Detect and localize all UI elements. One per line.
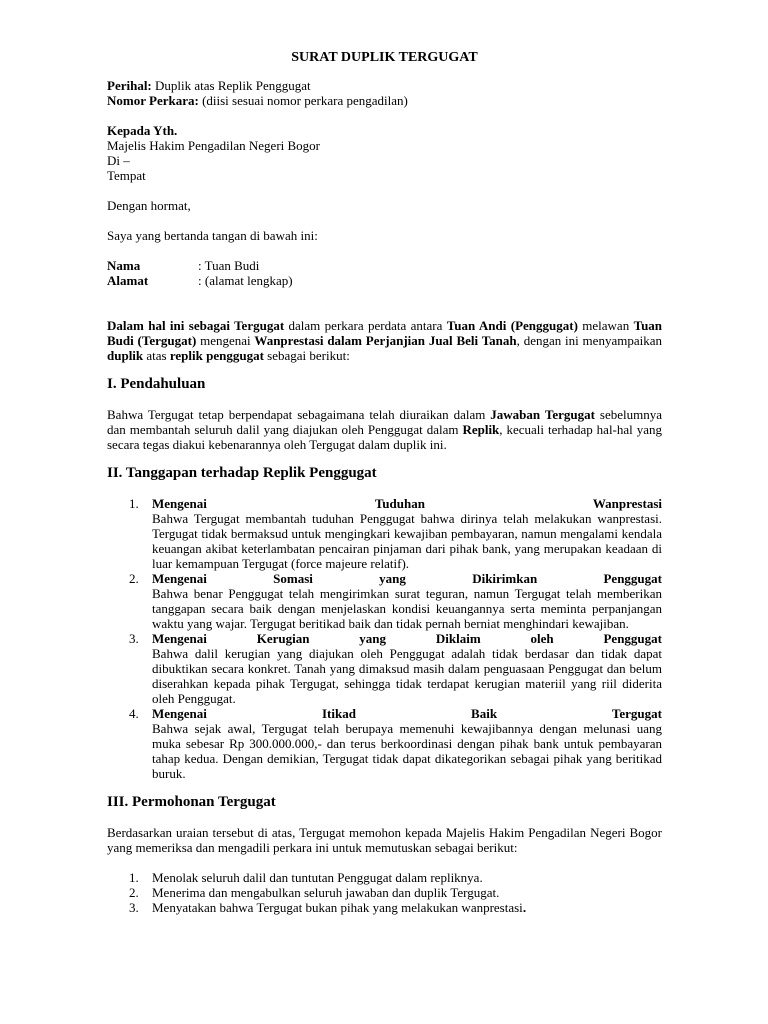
alamat-label: Alamat — [107, 273, 149, 288]
nama-label: Nama — [107, 258, 141, 273]
list-item — [107, 870, 662, 885]
perihal-label: Perihal: — [107, 78, 152, 93]
item-text: Menerima dan mengabulkan seluruh jawaban dan duplik Tergugat. — [152, 885, 500, 900]
pembuka-bold-3: Tuan Andi (Penggugat) — [446, 318, 578, 333]
document-page — [107, 50, 662, 915]
kepada-line-1: Majelis Hakim Pengadilan Negeri Bogor — [107, 138, 321, 153]
item-number: 4. — [129, 706, 139, 721]
item-title: Mengenai Somasi yang Dikirimkan Penggugat — [152, 571, 662, 586]
section-3-paragraph: Berdasarkan uraian tersebut di atas, Tergugat memohon kepada Majelis Hakim Pengadilan Negeri Bogor yang memeriksa dan mengadili perkara ini untuk memutuskan sebagai berikut: — [107, 825, 662, 855]
pembuka-text-12: sebagai berikut: — [263, 348, 350, 363]
item-text: Menyatakan bahwa Tergugat bukan pihak yang melakukan wanprestasi — [152, 900, 523, 915]
nomor-perkara-line — [107, 93, 662, 108]
pembuka-text-6: mengenai — [196, 333, 255, 348]
alamat-value: : (alamat lengkap) — [198, 273, 293, 288]
kepada-line-3: Tempat — [107, 168, 146, 183]
pembuka-bold-11: replik penggugat — [169, 348, 264, 363]
nomor-perkara-value: (diisi sesuai nomor perkara pengadilan) — [202, 93, 408, 108]
item-body: Bahwa Tergugat membantah tuduhan Penggugat bahwa dirinya telah melakukan wanprestasi. Tergugat tidak bermaksud untuk mengingkari kewajiban pembayaran, namun mengalami kendala keuangan akibat keterlambatan pencairan pinjaman dari pihak bank, yang merupakan keadaan di luar kemampuan Tergugat (force majeure relatif). — [152, 511, 662, 571]
item-title: Mengenai Tuduhan Wanprestasi — [152, 496, 662, 511]
pembuka-bold-1: Dalam hal ini sebagai Tergugat — [107, 318, 285, 333]
pembuka-text-10: atas — [143, 348, 170, 363]
pembuka-text-4: melawan — [577, 318, 634, 333]
s1-text-3: sebelumnya dan membantah seluruh dalil yang diajukan oleh Penggugat dalam — [107, 407, 662, 437]
item-title: Mengenai Itikad Baik Tergugat — [152, 706, 662, 721]
section-1-paragraph — [107, 407, 662, 452]
identitas-alamat — [107, 273, 662, 288]
s1-bold-4: Replik — [462, 422, 500, 437]
tanggapan-list — [107, 496, 662, 781]
pembuka-bold-7: Wanprestasi dalam Perjanjian Jual Beli Tanah — [254, 333, 517, 348]
nama-value: : Tuan Budi — [198, 258, 260, 273]
pembuka-paragraph — [107, 318, 662, 363]
kepada-line-2: Di – — [107, 153, 130, 168]
s1-bold-2: Jawaban Tergugat — [490, 407, 595, 422]
permohonan-list — [107, 870, 662, 915]
item-body: Bahwa dalil kerugian yang diajukan oleh Penggugat adalah tidak berdasar dan tidak dapat dibuktikan secara konkret. Tanah yang dimaksud masih dalam penguasaan Penggugat dan belum diserahkan kepada pihak Tergugat, sehingga tidak terdapat kerugian materiil yang riil diderita oleh Penggugat. — [152, 646, 662, 706]
item-body: Bahwa sejak awal, Tergugat telah berupaya memenuhi kewajibannya dengan melunasi uang muka sebesar Rp 300.000.000,- dan terus berkoordinasi dengan pihak bank untuk pembayaran tahap kedua. Dengan demikian, Tergugat tidak dapat dikategorikan sebagai pihak yang beritikad buruk. — [152, 721, 662, 781]
list-item — [107, 885, 662, 900]
pembuka-bold-9: duplik — [107, 348, 144, 363]
list-item — [107, 631, 662, 706]
item-number: 1. — [129, 870, 139, 885]
pembuka-bold-5: Tuan Budi (Tergugat) — [107, 318, 663, 348]
list-item — [107, 571, 662, 631]
perihal-line — [107, 78, 662, 93]
item-number: 2. — [129, 571, 139, 586]
item-body: Bahwa benar Penggugat telah mengirimkan surat teguran, namun Tergugat telah memberikan tanggapan secara baik dengan menjelaskan kondisi keuangannya serta meminta perpanjangan waktu yang wajar. Tergugat beritikad baik dan tidak pernah berniat menghindari kewajiban. — [152, 586, 662, 631]
item-end: . — [522, 900, 527, 915]
pembuka-text-2: dalam perkara perdata antara — [284, 318, 447, 333]
nomor-perkara-label: Nomor Perkara: — [107, 93, 199, 108]
pembuka-text-8: , dengan ini menyampaikan — [516, 333, 662, 348]
section-1-heading: I. Pendahuluan — [107, 376, 206, 392]
perihal-value: Duplik atas Replik Penggugat — [155, 78, 311, 93]
intro-text: Saya yang bertanda tangan di bawah ini: — [107, 228, 318, 243]
list-item — [107, 706, 662, 781]
item-number: 3. — [129, 900, 139, 915]
document-title: SURAT DUPLIK TERGUGAT — [291, 50, 478, 65]
list-item — [107, 900, 662, 915]
item-number: 1. — [129, 496, 139, 511]
identitas-nama — [107, 258, 662, 273]
item-number: 3. — [129, 631, 139, 646]
list-item — [107, 496, 662, 571]
item-text: Menolak seluruh dalil dan tuntutan Penggugat dalam repliknya. — [152, 870, 483, 885]
section-2-heading: II. Tanggapan terhadap Replik Penggugat — [107, 465, 377, 481]
kepada-label: Kepada Yth. — [107, 123, 178, 138]
section-3-heading: III. Permohonan Tergugat — [107, 794, 276, 810]
item-title: Mengenai Kerugian yang Diklaim oleh Penggugat — [152, 631, 662, 646]
salam: Dengan hormat, — [107, 198, 191, 213]
s1-text-5: , kecuali terhadap hal-hal yang secara tegas diakui kebenarannya oleh Tergugat dalam duplik ini. — [107, 422, 662, 452]
s1-text-1: Bahwa Tergugat tetap berpendapat sebagaimana telah diuraikan dalam — [107, 407, 491, 422]
item-number: 2. — [129, 885, 139, 900]
